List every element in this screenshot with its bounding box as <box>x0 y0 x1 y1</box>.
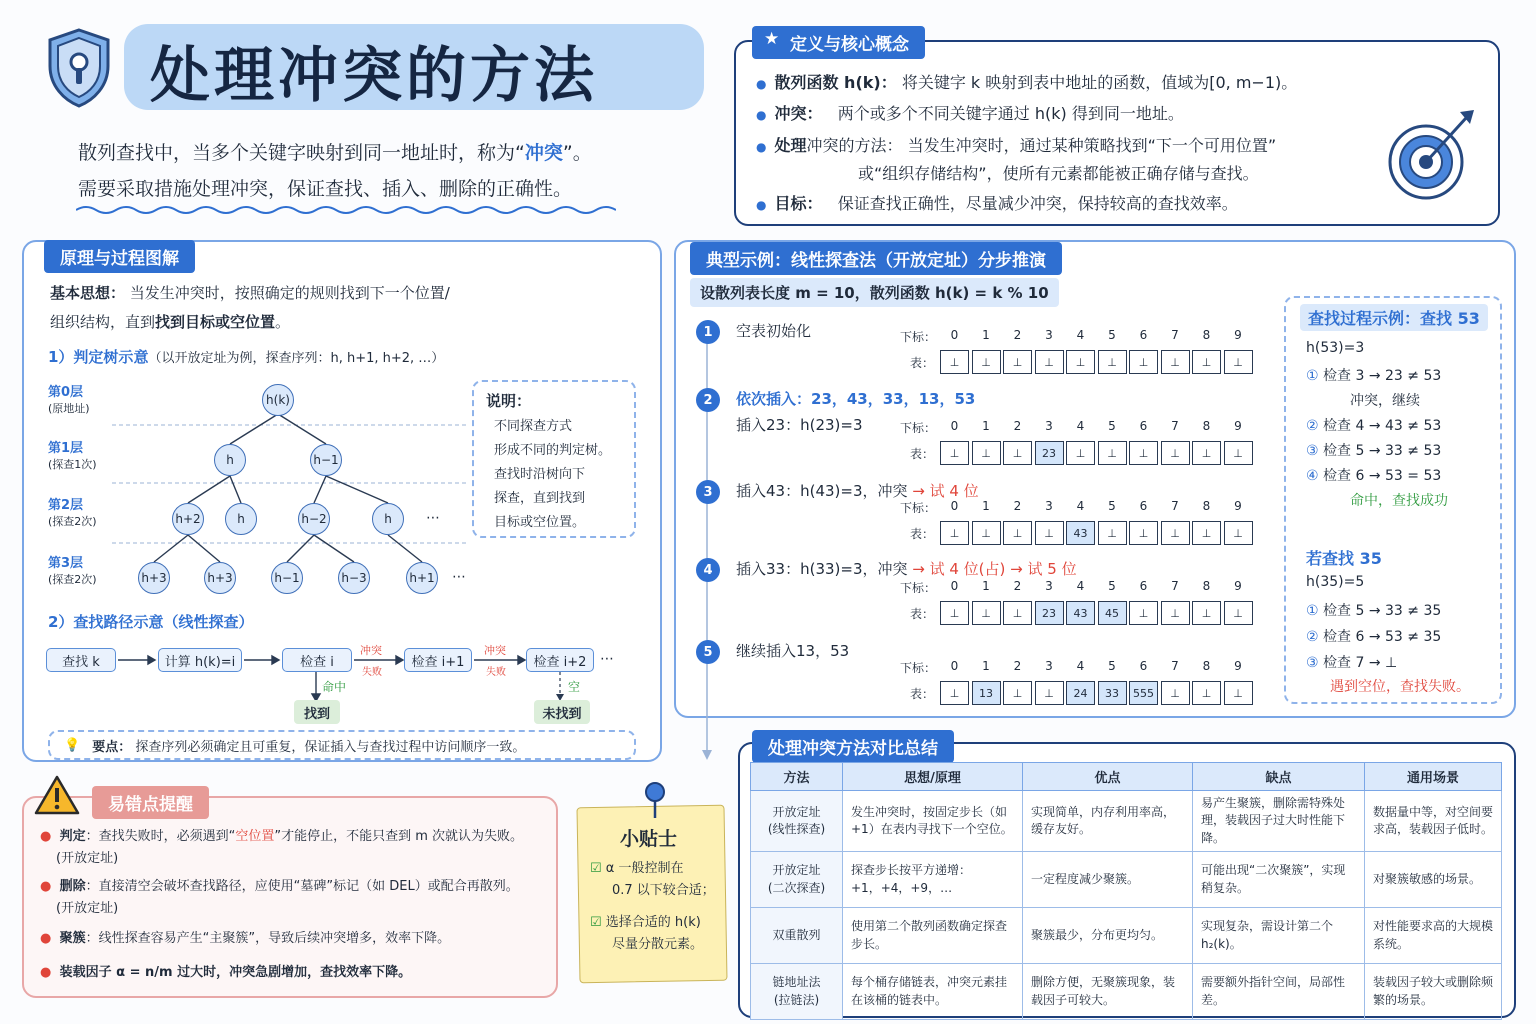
table-cell: ⊥ <box>1192 441 1221 465</box>
step-text: 插入33：h(33)=3，冲突 → 试 4 位(占) → 试 5 位 <box>736 560 1077 578</box>
tree-node-l3: h−1 <box>271 562 303 594</box>
table-cell: ⊥ <box>1035 350 1064 374</box>
table-cell: ⊥ <box>940 441 969 465</box>
lookup-title-53: 查找过程示例：查找 53 <box>1300 304 1488 331</box>
intro-line-1: 散列查找中，当多个关键字映射到同一地址时，称为“冲突”。 <box>78 142 592 164</box>
tree-node-l2: h <box>225 503 257 535</box>
table-cell: ⊥ <box>1161 350 1190 374</box>
table-cell: 24 <box>1066 681 1095 705</box>
method-cell: 开放定址 (线性探查) <box>751 791 843 852</box>
index-cell: 2 <box>1013 328 1022 342</box>
cons-cell: 可能出现“二次聚簇”，实现稍复杂。 <box>1193 852 1365 908</box>
tree-node-root: h(k) <box>262 384 294 416</box>
comparison-table-wrap <box>750 762 1502 1020</box>
use-cell: 对性能要求高的大规模系统。 <box>1365 908 1502 964</box>
idea-cell: 每个桶存储链表，冲突元素挂在该桶的链表中。 <box>843 964 1023 1020</box>
lookup-title-35: 若查找 35 <box>1306 549 1382 568</box>
page-title: 处理冲突的方法 <box>150 41 598 111</box>
method-cell: 链地址法 (拉链法) <box>751 964 843 1020</box>
def-method: ● 处理冲突的方法： 当发生冲突时，通过某种策略找到“下一个可用位置” <box>756 133 1276 156</box>
lookup-step: ② 检查 6 → 53 ≠ 35 <box>1306 629 1442 645</box>
table-cell: ⊥ <box>1161 681 1190 705</box>
index-cell: 3 <box>1045 419 1053 433</box>
path-conflict-label: 冲突 <box>484 644 506 657</box>
index-cell: 4 <box>1076 328 1085 342</box>
index-cell: 0 <box>950 659 959 673</box>
comparison-table <box>750 762 1502 1020</box>
idea-cell: 探查步长按平方递增：+1，+4，+9，… <box>843 852 1023 908</box>
table-cell: ⊥ <box>1003 681 1032 705</box>
index-cell: 6 <box>1139 419 1148 433</box>
index-cell: 5 <box>1108 419 1116 433</box>
basic-idea: 基本思想： 当发生冲突时，按照确定的规则找到下一个位置/ <box>50 284 450 302</box>
star-icon: ★ <box>764 29 780 49</box>
index-label: 下标： <box>900 421 937 435</box>
lookup-h53: h(53)=3 <box>1306 340 1365 356</box>
pros-cell: 删除方便，无聚簇现象，装载因子可较大。 <box>1023 964 1193 1020</box>
pitfall-item-cluster: ● 聚簇：线性探查容易产生“主聚簇”，导致后续冲突增多，效率下降。 <box>40 931 451 946</box>
table-cell: ⊥ <box>940 681 969 705</box>
table-cell: ⊥ <box>1129 350 1158 374</box>
index-cell: 6 <box>1139 328 1148 342</box>
lookup-fail: 遇到空位，查找失败。 <box>1330 679 1470 695</box>
table-cell: 13 <box>972 681 1001 705</box>
table-cell: ⊥ <box>1224 521 1253 545</box>
tree-node-l1: h−1 <box>310 444 342 476</box>
table-cell: ⊥ <box>1161 601 1190 625</box>
table-label: 表： <box>910 607 935 621</box>
table-label: 表： <box>910 447 935 461</box>
index-cell: 4 <box>1076 579 1085 593</box>
index-cell: 8 <box>1202 659 1211 673</box>
table-cell: 33 <box>1098 681 1127 705</box>
table-cell: ⊥ <box>1035 681 1064 705</box>
index-cell: 0 <box>950 579 959 593</box>
lookup-step: 冲突，继续 <box>1350 393 1420 409</box>
index-cell: 9 <box>1234 499 1242 513</box>
path-found: 找到 <box>294 700 340 724</box>
table-cell: ⊥ <box>1129 521 1158 545</box>
table-cell: ⊥ <box>1066 441 1095 465</box>
tips-item: ☑ α 一般控制在 0.7 以下较合适； <box>590 861 715 898</box>
lookup-step: ③ 检查 5 → 33 ≠ 53 <box>1306 443 1442 459</box>
index-label: 下标： <box>900 330 937 344</box>
index-cell: 8 <box>1202 328 1211 342</box>
target-icon <box>1380 104 1480 204</box>
table-row <box>751 791 1502 852</box>
path-fail-label: 失败 <box>486 667 506 678</box>
principle-tab: 原理与过程图解 <box>44 240 195 273</box>
table-cell: ⊥ <box>1098 441 1127 465</box>
index-cell: 7 <box>1171 419 1179 433</box>
lookup-step: ③ 检查 7 → ⊥ <box>1306 655 1398 671</box>
step-text: 空表初始化 <box>736 322 812 340</box>
index-cell: 3 <box>1045 659 1053 673</box>
step-text: 继续插入13，53 <box>736 642 850 660</box>
index-cell: 5 <box>1108 328 1116 342</box>
pros-cell: 聚簇最少，分布更均匀。 <box>1023 908 1193 964</box>
tree-note-line: 目标或空位置。 <box>494 515 586 530</box>
path-heading: 2）查找路径示意（线性探查） <box>48 613 254 631</box>
method-cell: 开放定址 (二次探查) <box>751 852 843 908</box>
index-cell: 0 <box>950 328 959 342</box>
table-cell: 43 <box>1066 601 1095 625</box>
tree-node-l3: h+3 <box>204 562 236 594</box>
index-cell: 0 <box>950 499 959 513</box>
tree-heading: 1）判定树示意（以开放定址为例，探查序列：h, h+1, h+2, …） <box>48 348 445 366</box>
table-cell: ⊥ <box>1224 681 1253 705</box>
index-cell: 4 <box>1076 499 1085 513</box>
index-cell: 6 <box>1139 659 1148 673</box>
index-cell: 4 <box>1076 419 1085 433</box>
table-cell: ⊥ <box>972 521 1001 545</box>
index-cell: 8 <box>1202 419 1211 433</box>
table-cell: 23 <box>1035 601 1064 625</box>
path-not-found: 未找到 <box>534 700 590 724</box>
path-hit-label: 命中 <box>322 680 347 694</box>
index-cell: 9 <box>1234 579 1242 593</box>
comparison-tab: 处理冲突方法对比总结 <box>752 730 954 763</box>
index-label: 下标： <box>900 501 937 515</box>
tree-note-line: 不同探查方式 <box>494 419 573 434</box>
index-cell: 4 <box>1076 659 1085 673</box>
tree-note-line: 形成不同的判定树。 <box>494 443 612 458</box>
index-cell: 0 <box>950 419 959 433</box>
step-subtext: 插入23：h(23)=3 <box>736 416 863 434</box>
table-cell: ⊥ <box>1098 350 1127 374</box>
tree-node-l2: h <box>372 503 404 535</box>
index-cell: 1 <box>982 419 990 433</box>
example-setup: 设散列表长度 m = 10，散列函数 h(k) = k % 10 <box>690 278 1059 307</box>
path-find-k: 查找 k <box>46 648 116 672</box>
idea-cell: 发生冲突时，按固定步长（如 +1）在表内寻找下一个空位。 <box>843 791 1023 852</box>
step-number: 3 <box>696 480 720 504</box>
tree-node-l1: h <box>214 444 246 476</box>
lookup-step: ① 检查 5 → 33 ≠ 35 <box>1306 603 1442 619</box>
pros-cell: 实现简单，内存利用率高，缓存友好。 <box>1023 791 1193 852</box>
path-ellipsis: ⋯ <box>600 651 614 667</box>
lookup-step: ④ 检查 6 → 53 = 53 <box>1306 468 1442 484</box>
tree-note-line: 探查，直到找到 <box>494 491 586 506</box>
level-3-label: 第3层 (探查2次) <box>48 556 97 586</box>
check-icon: ☑ <box>590 915 602 930</box>
comparison-header: 通用场景 <box>1365 763 1502 791</box>
warning-icon <box>34 774 80 816</box>
path-empty-label: 空 <box>568 680 581 694</box>
index-label: 下标： <box>900 661 937 675</box>
path-check-i1: 检查 i+1 <box>404 648 472 672</box>
idea-cell: 使用第二个散列函数确定探查步长。 <box>843 908 1023 964</box>
table-label: 表： <box>910 356 935 370</box>
tree-node-l2: h+2 <box>172 503 204 535</box>
index-cell: 5 <box>1108 499 1116 513</box>
table-cell: ⊥ <box>972 441 1001 465</box>
table-cell: ⊥ <box>1066 350 1095 374</box>
level-1-label: 第1层 (探查1次) <box>48 441 97 471</box>
path-check-i: 检查 i <box>282 648 352 672</box>
definitions-tab: ★ 定义与核心概念 <box>752 26 925 59</box>
def-conflict: ● 冲突： 两个或多个不同关键字通过 h(k) 得到同一地址。 <box>756 101 1184 124</box>
def-hash-function: ● 散列函数 h(k)： 将关键字 k 映射到表中地址的函数，值域为[0, m−1)。 <box>756 70 1297 93</box>
index-cell: 6 <box>1139 579 1148 593</box>
path-compute: 计算 h(k)=i <box>158 648 242 672</box>
table-cell: 45 <box>1098 601 1127 625</box>
use-cell: 装载因子较大或删除频繁的场景。 <box>1365 964 1502 1020</box>
index-cell: 3 <box>1045 328 1053 342</box>
lightbulb-icon: 💡 <box>64 737 81 753</box>
pitfall-item-load: ● 装载因子 α = n/m 过大时，冲突急剧增加，查找效率下降。 <box>40 965 412 980</box>
lookup-step: ② 检查 4 → 43 ≠ 53 <box>1306 418 1442 434</box>
step-number: 1 <box>696 320 720 344</box>
table-cell: ⊥ <box>1224 441 1253 465</box>
def-goal: ● 目标： 保证查找正确性，尽量减少冲突，保持较高的查找效率。 <box>756 191 1238 214</box>
index-cell: 1 <box>982 579 990 593</box>
comparison-header: 思想/原理 <box>843 763 1023 791</box>
table-cell: ⊥ <box>1035 521 1064 545</box>
table-cell: 555 <box>1129 681 1158 705</box>
tree-node-l2: h−2 <box>298 503 330 535</box>
tree-node-l3: h−3 <box>338 562 370 594</box>
cons-cell: 实现复杂，需设计第二个 h₂(k)。 <box>1193 908 1365 964</box>
index-cell: 2 <box>1013 659 1022 673</box>
index-label: 下标： <box>900 581 937 595</box>
index-cell: 9 <box>1234 659 1242 673</box>
table-cell: 23 <box>1035 441 1064 465</box>
path-fail-label: 失败 <box>362 667 382 678</box>
table-label: 表： <box>910 687 935 701</box>
table-cell: 43 <box>1066 521 1095 545</box>
pitfall-item-judge: ● 判定：查找失败时，必须遇到“空位置”才能停止，不能只查到 m 次就认为失败。 (开放定址) <box>40 829 524 866</box>
index-cell: 9 <box>1234 328 1242 342</box>
cons-cell: 需要额外指针空间，局部性差。 <box>1193 964 1365 1020</box>
index-cell: 8 <box>1202 579 1211 593</box>
step-number: 2 <box>696 388 720 412</box>
index-cell: 7 <box>1171 328 1179 342</box>
table-cell: ⊥ <box>940 521 969 545</box>
comparison-header: 方法 <box>751 763 843 791</box>
path-check-i2: 检查 i+2 <box>526 648 594 672</box>
tree-ellipsis: ⋯ <box>426 510 440 526</box>
index-cell: 6 <box>1139 499 1148 513</box>
table-cell: ⊥ <box>1192 681 1221 705</box>
basic-idea-cont: 组织结构，直到找到目标或空位置。 <box>50 313 291 331</box>
table-cell: ⊥ <box>1192 601 1221 625</box>
comparison-header: 缺点 <box>1193 763 1365 791</box>
table-cell: ⊥ <box>1224 601 1253 625</box>
table-cell: ⊥ <box>1003 521 1032 545</box>
step-arrow-note: → 试 4 位(占) → 试 5 位 <box>907 560 1077 578</box>
index-cell: 2 <box>1013 419 1022 433</box>
lookup-steps-35 <box>1306 598 1441 676</box>
tree-note-title: 说明： <box>486 392 532 410</box>
pros-cell: 一定程度减少聚簇。 <box>1023 852 1193 908</box>
step-text: 依次插入：23，43，33，13，53 <box>736 390 976 408</box>
step-number: 4 <box>696 558 720 582</box>
table-label: 表： <box>910 527 935 541</box>
cons-cell: 易产生聚簇，删除需特殊处理，装载因子过大时性能下降。 <box>1193 791 1365 852</box>
table-row <box>751 908 1502 964</box>
table-cell: ⊥ <box>1129 441 1158 465</box>
index-cell: 1 <box>982 499 990 513</box>
table-cell: ⊥ <box>1003 350 1032 374</box>
table-cell: ⊥ <box>972 350 1001 374</box>
check-icon: ☑ <box>590 861 602 876</box>
pitfalls-tab: 易错点提醒 <box>92 786 209 819</box>
level-0-label: 第0层 (原地址) <box>48 385 90 415</box>
path-arrows <box>0 0 640 720</box>
intro-line-2: 需要采取措施处理冲突，保证查找、插入、删除的正确性。 <box>78 178 573 200</box>
index-cell: 8 <box>1202 499 1211 513</box>
index-cell: 5 <box>1108 579 1116 593</box>
table-cell: ⊥ <box>1003 441 1032 465</box>
table-cell: ⊥ <box>1192 521 1221 545</box>
level-2-label: 第2层 (探查2次) <box>48 498 97 528</box>
table-row <box>751 964 1502 1020</box>
index-cell: 3 <box>1045 579 1053 593</box>
index-cell: 1 <box>982 659 990 673</box>
tree-node-l3: h+1 <box>406 562 438 594</box>
table-cell: ⊥ <box>972 601 1001 625</box>
tips-title: 小贴士 <box>620 828 678 850</box>
index-cell: 5 <box>1108 659 1116 673</box>
table-cell: ⊥ <box>1161 441 1190 465</box>
index-cell: 7 <box>1171 499 1179 513</box>
tree-ellipsis: ⋯ <box>452 569 466 585</box>
table-cell: ⊥ <box>940 350 969 374</box>
table-cell: ⊥ <box>940 601 969 625</box>
use-cell: 对聚簇敏感的场景。 <box>1365 852 1502 908</box>
path-conflict-label: 冲突 <box>360 644 382 657</box>
step-text: 插入43：h(43)=3，冲突 → 试 4 位 <box>736 482 979 500</box>
lookup-steps-53 <box>1306 364 1441 489</box>
comparison-header: 优点 <box>1023 763 1193 791</box>
example-tab: 典型示例：线性探查法（开放定址）分步推演 <box>690 242 1062 275</box>
index-cell: 2 <box>1013 499 1022 513</box>
table-row <box>751 852 1502 908</box>
tips-item: ☑ 选择合适的 h(k) 尽量分散元素。 <box>590 915 704 952</box>
def-method-cont: 或“组织存储结构”，使所有元素都能被正确存储与查找。 <box>858 164 1259 183</box>
lookup-h35: h(35)=5 <box>1306 574 1365 590</box>
key-point-box: 💡 要点： 探查序列必须确定且可重复，保证插入与查找过程中访问顺序一致。 <box>48 730 636 760</box>
table-cell: ⊥ <box>1098 521 1127 545</box>
index-cell: 1 <box>982 328 990 342</box>
table-cell: ⊥ <box>1224 350 1253 374</box>
tree-note-line: 查找时沿树向下 <box>494 467 586 482</box>
index-cell: 2 <box>1013 579 1022 593</box>
method-cell: 双重散列 <box>751 908 843 964</box>
lookup-success: 命中，查找成功 <box>1350 493 1448 509</box>
table-cell: ⊥ <box>1129 601 1158 625</box>
pushpin-icon <box>640 780 670 820</box>
lookup-step: ① 检查 3 → 23 ≠ 53 <box>1306 368 1442 384</box>
step-number: 5 <box>696 640 720 664</box>
table-cell: ⊥ <box>1161 521 1190 545</box>
table-cell: ⊥ <box>1003 601 1032 625</box>
tree-node-l3: h+3 <box>138 562 170 594</box>
pitfall-item-delete: ● 删除：直接清空会破坏查找路径，应使用“墓碑”标记（如 DEL）或配合再散列。 (开放定址) <box>40 879 519 916</box>
use-cell: 数据量中等，对空间要求高，装载因子低时。 <box>1365 791 1502 852</box>
table-cell: ⊥ <box>1192 350 1221 374</box>
index-cell: 7 <box>1171 659 1179 673</box>
index-cell: 3 <box>1045 499 1053 513</box>
index-cell: 9 <box>1234 419 1242 433</box>
index-cell: 7 <box>1171 579 1179 593</box>
step-arrow-note: → 试 4 位 <box>907 482 979 500</box>
